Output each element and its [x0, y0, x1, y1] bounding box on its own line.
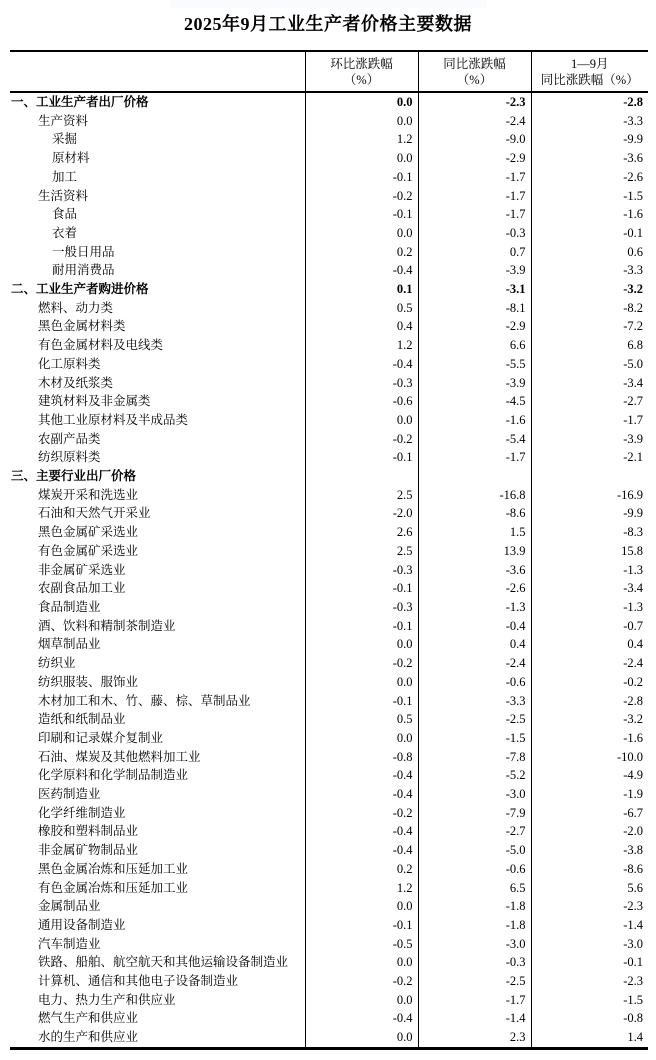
row-label: 其他工业原材料及半成品类	[38, 412, 189, 427]
cell-mom: 0.0	[305, 897, 418, 916]
row-label: 燃料、动力类	[38, 300, 114, 315]
cell-cumulative: -0.1	[531, 224, 648, 243]
header-line: 同比涨跌幅（%）	[540, 72, 639, 87]
cell-yoy	[418, 467, 531, 486]
cell-mom: -0.1	[305, 205, 418, 224]
row-label: 纺织原料类	[38, 450, 101, 465]
cell-cumulative: -3.2	[531, 710, 648, 729]
page-title: 2025年9月工业生产者价格主要数据	[184, 14, 472, 34]
cell-yoy: -1.7	[418, 205, 531, 224]
table-row	[10, 92, 648, 112]
cell-yoy: -0.6	[418, 673, 531, 692]
cell-cumulative: -1.6	[531, 205, 648, 224]
cell-mom: 1.2	[305, 879, 418, 898]
cell-yoy: -0.6	[418, 860, 531, 879]
table-row	[10, 916, 648, 935]
cell-cumulative: -1.5	[531, 187, 648, 206]
cell-cumulative: -0.2	[531, 673, 648, 692]
table-row	[10, 804, 648, 823]
header-line: （%）	[456, 72, 493, 87]
row-label: 金属制品业	[38, 899, 101, 914]
row-label: 电力、热力生产和供应业	[38, 992, 176, 1007]
cell-yoy: -0.3	[418, 953, 531, 972]
row-label: 农副产品类	[38, 431, 101, 446]
row-label: 生活资料	[38, 188, 89, 203]
price-data-table	[10, 50, 648, 1050]
cell-mom: -0.4	[305, 785, 418, 804]
row-label: 有色金属冶炼和压延加工业	[38, 880, 189, 895]
cell-yoy: 13.9	[418, 542, 531, 561]
table-row	[10, 617, 648, 636]
table-row	[10, 299, 648, 318]
table-row	[10, 224, 648, 243]
table-row	[10, 205, 648, 224]
cell-cumulative: -8.2	[531, 299, 648, 318]
cell-mom: -0.1	[305, 692, 418, 711]
cell-yoy: -1.8	[418, 897, 531, 916]
cell-mom: 0.0	[305, 991, 418, 1010]
table-row	[10, 841, 648, 860]
cell-yoy: -3.6	[418, 561, 531, 580]
table-row	[10, 317, 648, 336]
row-label: 建筑材料及非金属类	[38, 394, 151, 409]
cell-cumulative: 6.8	[531, 336, 648, 355]
cell-cumulative: -3.2	[531, 280, 648, 299]
cell-cumulative: -2.0	[531, 822, 648, 841]
cell-yoy: -1.6	[418, 411, 531, 430]
table-row	[10, 542, 648, 561]
cell-mom: -0.1	[305, 916, 418, 935]
cell-yoy: -3.3	[418, 692, 531, 711]
cell-yoy: -2.5	[418, 972, 531, 991]
table-row	[10, 972, 648, 991]
cell-yoy: -8.6	[418, 504, 531, 523]
cell-yoy: -5.5	[418, 355, 531, 374]
header-line: 环比涨跌幅	[330, 56, 393, 71]
row-label: 食品	[52, 207, 78, 222]
row-label: 汽车制造业	[38, 936, 101, 951]
row-label: 烟草制品业	[38, 637, 101, 652]
row-label: 燃气生产和供应业	[38, 1011, 139, 1026]
header-line: 1—9月	[570, 56, 609, 71]
cell-cumulative: -9.9	[531, 504, 648, 523]
cell-yoy: -2.4	[418, 654, 531, 673]
table-row	[10, 486, 648, 505]
cell-mom: -0.2	[305, 972, 418, 991]
cell-mom: -0.4	[305, 355, 418, 374]
cell-cumulative: -6.7	[531, 804, 648, 823]
row-label: 三、主要行业出厂价格	[11, 469, 137, 484]
cell-cumulative: -1.6	[531, 729, 648, 748]
cell-cumulative	[531, 467, 648, 486]
table-row	[10, 411, 648, 430]
cell-yoy: -3.0	[418, 935, 531, 954]
cell-yoy: -5.0	[418, 841, 531, 860]
cell-mom: 0.1	[305, 280, 418, 299]
row-label: 生产资料	[38, 113, 89, 128]
cell-cumulative: -3.3	[531, 261, 648, 280]
cell-cumulative: -0.8	[531, 1009, 648, 1028]
cell-mom: -0.2	[305, 430, 418, 449]
cell-cumulative: 0.6	[531, 243, 648, 262]
cell-mom: 0.0	[305, 1028, 418, 1048]
header-cumulative	[531, 51, 648, 92]
row-label: 石油和天然气开采业	[38, 506, 151, 521]
table-row	[10, 654, 648, 673]
top-edge-artifact	[170, 0, 487, 8]
cell-cumulative: -1.5	[531, 991, 648, 1010]
cell-yoy: -2.9	[418, 317, 531, 336]
row-label: 医药制造业	[38, 787, 101, 802]
row-label: 化学原料和化学制品制造业	[38, 768, 189, 783]
cell-cumulative: -2.8	[531, 92, 648, 112]
cell-yoy: -1.5	[418, 729, 531, 748]
cell-mom	[305, 467, 418, 486]
table-body	[10, 92, 648, 1048]
cell-cumulative: -0.7	[531, 617, 648, 636]
row-label: 铁路、船舶、航空航天和其他运输设备制造业	[38, 955, 289, 970]
table-row	[10, 953, 648, 972]
table-row	[10, 766, 648, 785]
cell-yoy: -8.1	[418, 299, 531, 318]
cell-mom: 2.5	[305, 486, 418, 505]
cell-mom: 0.2	[305, 243, 418, 262]
cell-mom: -0.2	[305, 804, 418, 823]
cell-yoy: -1.7	[418, 187, 531, 206]
cell-mom: -0.2	[305, 654, 418, 673]
cell-mom: 0.0	[305, 112, 418, 131]
row-label: 木材加工和木、竹、藤、棕、草制品业	[38, 693, 251, 708]
row-label: 原材料	[52, 151, 90, 166]
cell-cumulative: -3.0	[531, 935, 648, 954]
header-mom	[305, 51, 418, 92]
table-row	[10, 504, 648, 523]
cell-cumulative: -1.7	[531, 411, 648, 430]
table-row	[10, 673, 648, 692]
cell-mom: -0.3	[305, 374, 418, 393]
table-row	[10, 561, 648, 580]
table-header	[10, 51, 648, 92]
cell-yoy: -3.0	[418, 785, 531, 804]
header-yoy	[418, 51, 531, 92]
row-label: 采掘	[52, 132, 78, 147]
row-label: 非金属矿物制品业	[38, 843, 139, 858]
table-row	[10, 635, 648, 654]
cell-yoy: -3.9	[418, 374, 531, 393]
cell-yoy: -7.8	[418, 748, 531, 767]
cell-cumulative: -0.1	[531, 953, 648, 972]
cell-mom: 0.0	[305, 673, 418, 692]
cell-yoy: 0.4	[418, 635, 531, 654]
cell-yoy: -0.3	[418, 224, 531, 243]
cell-yoy: -5.4	[418, 430, 531, 449]
cell-mom: 1.2	[305, 130, 418, 149]
cell-yoy: -3.1	[418, 280, 531, 299]
cell-mom: -0.3	[305, 598, 418, 617]
cell-cumulative: -1.3	[531, 598, 648, 617]
cell-mom: 0.0	[305, 953, 418, 972]
table-row	[10, 897, 648, 916]
row-label: 纺织服装、服饰业	[38, 674, 139, 689]
cell-yoy: 6.5	[418, 879, 531, 898]
cell-yoy: -2.5	[418, 710, 531, 729]
cell-mom: -0.1	[305, 448, 418, 467]
cell-yoy: -2.7	[418, 822, 531, 841]
table-row	[10, 579, 648, 598]
cell-mom: -0.4	[305, 841, 418, 860]
row-label: 计算机、通信和其他电子设备制造业	[38, 974, 239, 989]
cell-mom: 0.0	[305, 729, 418, 748]
cell-mom: -0.8	[305, 748, 418, 767]
cell-cumulative: -2.3	[531, 972, 648, 991]
row-label: 水的生产和供应业	[38, 1030, 139, 1045]
cell-mom: -0.5	[305, 935, 418, 954]
cell-cumulative: -8.6	[531, 860, 648, 879]
cell-mom: 0.0	[305, 224, 418, 243]
table-row	[10, 935, 648, 954]
cell-mom: -0.1	[305, 579, 418, 598]
cell-mom: 1.2	[305, 336, 418, 355]
table-row	[10, 336, 648, 355]
row-label: 耐用消费品	[52, 263, 115, 278]
cell-mom: 0.0	[305, 411, 418, 430]
table-row	[10, 523, 648, 542]
row-label: 黑色金属矿采选业	[38, 525, 139, 540]
cell-cumulative: -3.4	[531, 579, 648, 598]
cell-mom: 0.0	[305, 149, 418, 168]
cell-yoy: -5.2	[418, 766, 531, 785]
row-label: 有色金属矿采选业	[38, 543, 139, 558]
row-label: 二、工业生产者购进价格	[11, 282, 149, 297]
cell-cumulative: -9.9	[531, 130, 648, 149]
row-label: 一般日用品	[52, 244, 115, 259]
table-row	[10, 991, 648, 1010]
cell-cumulative: -5.0	[531, 355, 648, 374]
cell-mom: -2.0	[305, 504, 418, 523]
cell-yoy: -1.7	[418, 448, 531, 467]
table-row	[10, 448, 648, 467]
table-row	[10, 392, 648, 411]
cell-cumulative: -3.4	[531, 374, 648, 393]
cell-cumulative: -1.4	[531, 916, 648, 935]
cell-cumulative: -2.8	[531, 692, 648, 711]
cell-cumulative: -2.1	[531, 448, 648, 467]
cell-cumulative: -16.9	[531, 486, 648, 505]
cell-yoy: -1.3	[418, 598, 531, 617]
cell-mom: 0.5	[305, 299, 418, 318]
cell-mom: 0.2	[305, 860, 418, 879]
cell-cumulative: -7.2	[531, 317, 648, 336]
table-row	[10, 130, 648, 149]
table-row	[10, 710, 648, 729]
cell-cumulative: -2.7	[531, 392, 648, 411]
cell-cumulative: -3.3	[531, 112, 648, 131]
cell-cumulative: -1.9	[531, 785, 648, 804]
cell-yoy: -2.4	[418, 112, 531, 131]
table-row	[10, 187, 648, 206]
table-row	[10, 879, 648, 898]
row-label: 食品制造业	[38, 599, 101, 614]
table-row	[10, 1028, 648, 1048]
cell-cumulative: -1.3	[531, 561, 648, 580]
row-label: 化工原料类	[38, 356, 101, 371]
cell-cumulative: -2.4	[531, 654, 648, 673]
cell-yoy: 0.7	[418, 243, 531, 262]
cell-mom: 2.5	[305, 542, 418, 561]
table-row	[10, 243, 648, 262]
table-row	[10, 467, 648, 486]
table-row	[10, 785, 648, 804]
table-row	[10, 261, 648, 280]
cell-cumulative: -2.6	[531, 168, 648, 187]
row-label: 化学纤维制造业	[38, 805, 126, 820]
table-row	[10, 692, 648, 711]
row-label: 木材及纸浆类	[38, 375, 114, 390]
cell-cumulative: -10.0	[531, 748, 648, 767]
cell-cumulative: -8.3	[531, 523, 648, 542]
cell-yoy: -4.5	[418, 392, 531, 411]
cell-yoy: -7.9	[418, 804, 531, 823]
cell-cumulative: 1.4	[531, 1028, 648, 1048]
cell-yoy: -1.8	[418, 916, 531, 935]
cell-cumulative: -2.3	[531, 897, 648, 916]
header-line: （%）	[343, 72, 380, 87]
row-label: 非金属矿采选业	[38, 562, 126, 577]
row-label: 农副食品加工业	[38, 581, 126, 596]
table-row	[10, 149, 648, 168]
row-label: 橡胶和塑料制品业	[38, 824, 139, 839]
cell-yoy: -2.6	[418, 579, 531, 598]
cell-cumulative: -3.8	[531, 841, 648, 860]
row-label: 有色金属材料及电线类	[38, 338, 164, 353]
cell-yoy: 1.5	[418, 523, 531, 542]
table-row	[10, 374, 648, 393]
row-label: 造纸和纸制品业	[38, 712, 126, 727]
table-row	[10, 430, 648, 449]
cell-mom: -0.4	[305, 766, 418, 785]
header-empty-cell	[10, 51, 305, 92]
header-row	[10, 51, 648, 92]
table-row	[10, 860, 648, 879]
cell-yoy: -3.9	[418, 261, 531, 280]
row-label: 酒、饮料和精制茶制造业	[38, 618, 176, 633]
cell-mom: 0.0	[305, 635, 418, 654]
cell-yoy: -0.4	[418, 617, 531, 636]
cell-yoy: 2.3	[418, 1028, 531, 1048]
table-row	[10, 822, 648, 841]
table-row	[10, 748, 648, 767]
row-label: 印刷和记录媒介复制业	[38, 730, 164, 745]
cell-mom: 0.0	[305, 92, 418, 112]
cell-mom: 0.5	[305, 710, 418, 729]
cell-yoy: -1.7	[418, 991, 531, 1010]
cell-cumulative: -4.9	[531, 766, 648, 785]
row-label: 纺织业	[38, 656, 76, 671]
cell-yoy: -2.3	[418, 92, 531, 112]
table-row	[10, 112, 648, 131]
row-label: 黑色金属材料类	[38, 319, 126, 334]
table-row	[10, 1009, 648, 1028]
cell-cumulative: 5.6	[531, 879, 648, 898]
cell-mom: -0.4	[305, 1009, 418, 1028]
cell-mom: -0.2	[305, 187, 418, 206]
row-label: 石油、煤炭及其他燃料加工业	[38, 749, 201, 764]
cell-mom: -0.1	[305, 617, 418, 636]
cell-yoy: -16.8	[418, 486, 531, 505]
cell-mom: -0.3	[305, 561, 418, 580]
cell-mom: -0.1	[305, 168, 418, 187]
cell-cumulative: 15.8	[531, 542, 648, 561]
cell-mom: 0.4	[305, 317, 418, 336]
table-row	[10, 598, 648, 617]
cell-yoy: 6.6	[418, 336, 531, 355]
cell-cumulative: -3.9	[531, 430, 648, 449]
cell-yoy: -1.4	[418, 1009, 531, 1028]
table-row	[10, 355, 648, 374]
row-label: 煤炭开采和洗选业	[38, 487, 139, 502]
header-line: 同比涨跌幅	[443, 56, 506, 71]
table-row	[10, 280, 648, 299]
cell-cumulative: -3.6	[531, 149, 648, 168]
row-label: 衣着	[52, 225, 78, 240]
cell-mom: -0.4	[305, 261, 418, 280]
row-label: 通用设备制造业	[38, 917, 126, 932]
cell-mom: -0.6	[305, 392, 418, 411]
cell-cumulative: 0.4	[531, 635, 648, 654]
table-row	[10, 168, 648, 187]
row-label: 黑色金属冶炼和压延加工业	[38, 861, 189, 876]
cell-yoy: -9.0	[418, 130, 531, 149]
cell-yoy: -1.7	[418, 168, 531, 187]
cell-mom: -0.4	[305, 822, 418, 841]
table-row	[10, 729, 648, 748]
cell-mom: 2.6	[305, 523, 418, 542]
row-label: 加工	[52, 169, 78, 184]
cell-yoy: -2.9	[418, 149, 531, 168]
row-label: 一、工业生产者出厂价格	[11, 95, 149, 109]
